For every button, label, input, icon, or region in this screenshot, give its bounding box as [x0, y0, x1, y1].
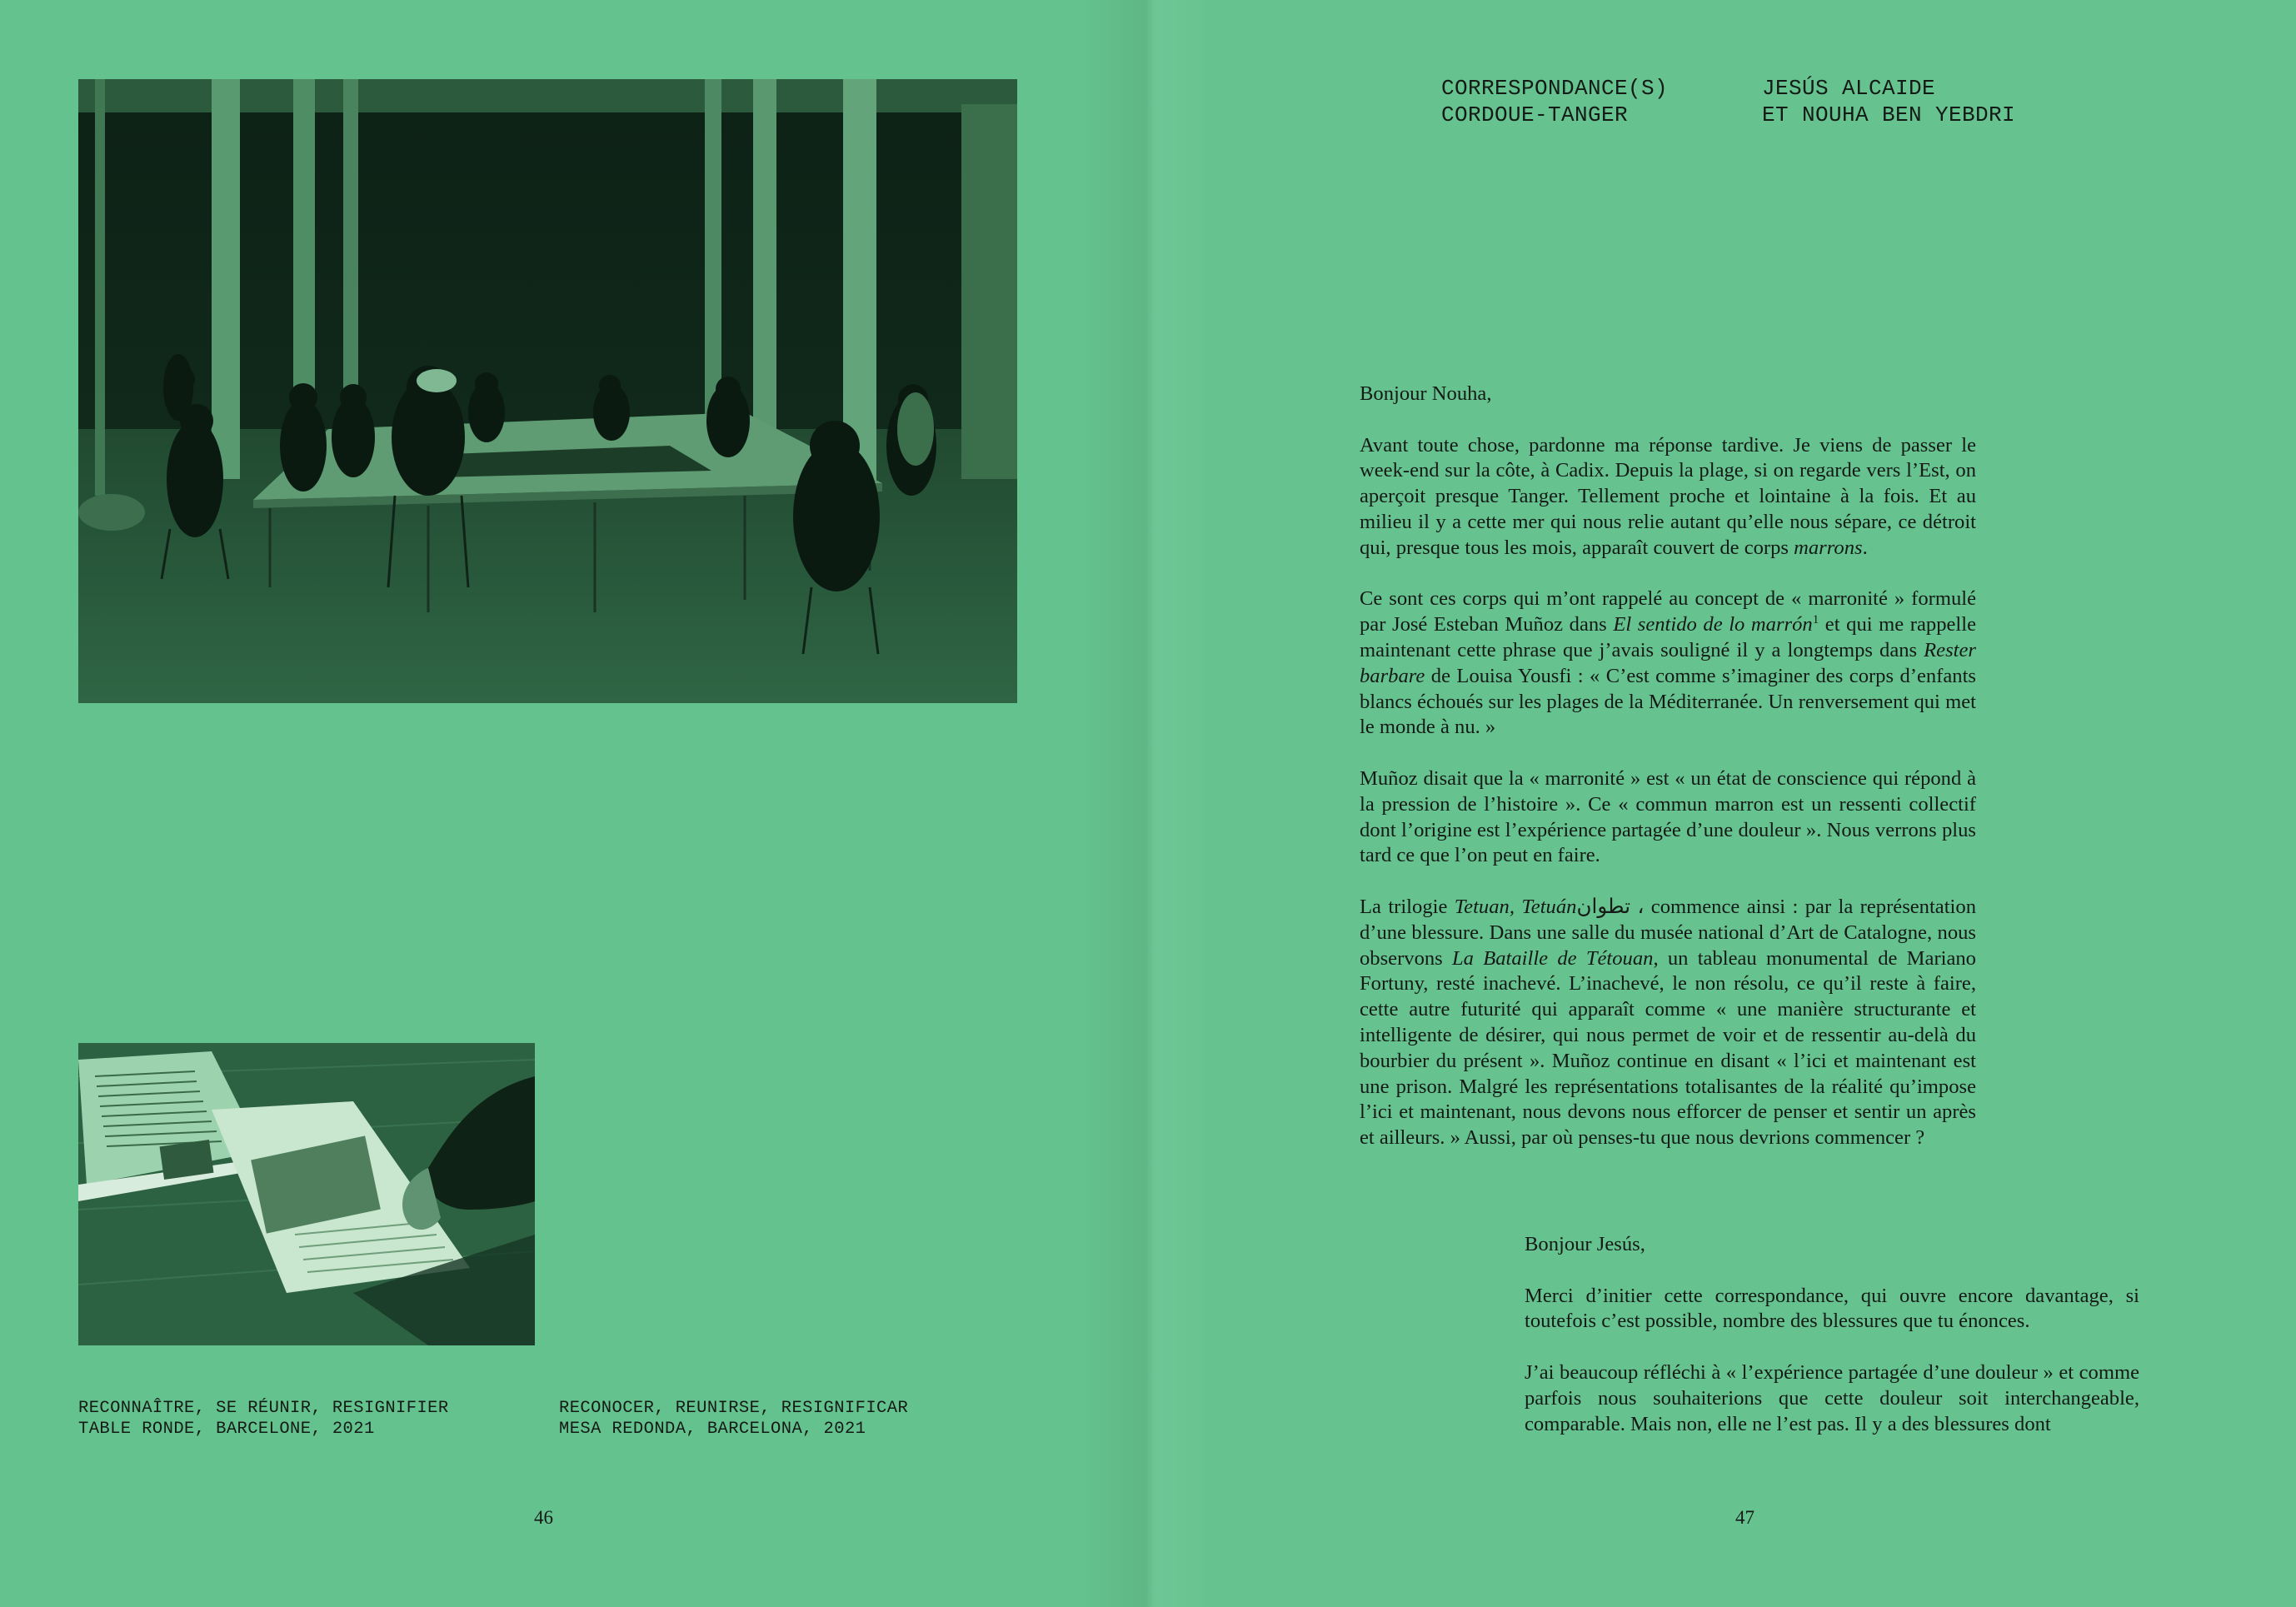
- running-header-title: [1441, 75, 1668, 128]
- running-header-authors: [1762, 75, 2015, 128]
- header-authors-line2: ET NOUHA BEN YEBDRI: [1762, 102, 2016, 127]
- header-authors-line1: JESÚS ALCAIDE: [1762, 76, 1936, 101]
- round-table-illustration: [78, 79, 1017, 703]
- page-number-right: 47: [1735, 1507, 1754, 1528]
- letter1-p2-text-a: Ce sont ces corps qui m’ont rappelé au concept de « marronité » formulé par José Esteban Muñoz dans: [1360, 587, 1976, 636]
- letter1-p4-italic-title2: La Bataille de Tétouan: [1452, 946, 1654, 970]
- caption-fr-line2: TABLE RONDE, BARCELONE, 2021: [78, 1420, 375, 1439]
- letter1-p4-arabic: ، تطوان: [1576, 895, 1645, 918]
- letter1-paragraph1: [1360, 433, 1976, 561]
- letter1-p2-text-b: et qui me rappelle maintenant cette phrase que j’avais souligné il y a longtemps dans: [1360, 613, 1976, 661]
- letter-from-nouha: [1525, 1232, 2139, 1463]
- letter1-p4-text-c: , un tableau monumental de Mariano Fortuny, resté inachevé. L’inachevé, le non résolu, ce qu’il reste à faire, cette autre futurité qui apparaît comme « une manière structurante et intelligente de désirer, qui nous permet de voir et de ressentir au-delà du bourbier du présent ». Muñoz continue en disant « l’ici et maintenant est une prison. Malgré les représentations totalisantes de la réalité qu’impose l’ici et maintenant, nous devons nous efforcer de penser et sentir un après et ailleurs. » Aussi, par où penses-tu que nous devrions commencer ?: [1360, 946, 1976, 1150]
- header-title-line1: CORRESPONDANCE(S): [1441, 76, 1669, 101]
- letter1-greeting: Bonjour Nouha,: [1360, 382, 1492, 405]
- letter1-paragraph4: [1360, 895, 1976, 1151]
- newspaper-photo: [78, 1043, 535, 1345]
- photo-caption-spanish: [559, 1398, 908, 1440]
- caption-fr-line1: RECONNAÎTRE, SE RÉUNIR, RESIGNIFIER: [78, 1399, 449, 1418]
- round-table-photo: [78, 79, 1017, 703]
- letter1-p4-italic-title1: Tetuan, Tetuán: [1454, 895, 1577, 918]
- letter1-p1-text-b: .: [1862, 536, 1868, 559]
- letter1-p2-text-c: de Louisa Yousfi : « C’est comme s’imaginer des corps d’enfants blancs échoués sur les plages de la Méditerranée. Un renversement qui met le monde à nu. »: [1360, 664, 1976, 739]
- letter-from-jesus: [1360, 382, 1976, 1177]
- letter1-paragraph2: [1360, 586, 1976, 741]
- book-gutter-shadow: [1083, 0, 1213, 1607]
- letter2-paragraph2: J’ai beaucoup réfléchi à « l’expérience partagée d’une douleur » et comme parfois nous souhaiterions que cette douleur soit interchangeable, comparable. Mais non, elle ne l’est pas. Il y a des blessures dont: [1525, 1360, 2139, 1435]
- page-number-left: 46: [534, 1507, 553, 1528]
- letter1-p1-italic: marrons: [1794, 536, 1863, 559]
- caption-es-line1: RECONOCER, REUNIRSE, RESIGNIFICAR: [559, 1399, 909, 1418]
- footnote-marker: 1: [1812, 612, 1819, 626]
- letter1-p2-italic-title2: Rester barbare: [1360, 638, 1976, 687]
- newspaper-illustration: [78, 1043, 535, 1345]
- letter2-greeting: Bonjour Jesús,: [1525, 1233, 1645, 1255]
- letter2-paragraph1: Merci d’initier cette correspondance, qui ouvre encore davantage, si toutefois c’est possible, nombre des blessures que tu énonces.: [1525, 1284, 2139, 1333]
- letter1-p2-italic-title1: El sentido de lo marrón: [1613, 613, 1813, 636]
- letter1-p4-text-b: commence ainsi : par la représentation d’une blessure. Dans une salle du musée national d’Art de Catalogne, nous observons: [1360, 895, 1976, 970]
- letter1-p1-text-a: Avant toute chose, pardonne ma réponse tardive. Je viens de passer le week-end sur la côte, à Cadix. Depuis la plage, si on regarde vers l’Est, on aperçoit presque Tanger. Tellement proche et lointaine à la fois. Et au milieu il y a cette mer qui nous relie autant qu’elle nous sépare, ce détroit qui, presque tous les mois, apparaît couvert de corps: [1360, 433, 1976, 559]
- letter1-paragraph3: Muñoz disait que la « marronité » est « un état de conscience qui répond à la pression de l’histoire ». Ce « commun marron est un ressenti collectif dont l’origine est l’expérience partagée d’une douleur ». Nous verrons plus tard ce que l’on peut en faire.: [1360, 766, 1976, 867]
- letter1-p4-text-a: La trilogie: [1360, 895, 1455, 918]
- caption-es-line2: MESA REDONDA, BARCELONA, 2021: [559, 1420, 866, 1439]
- photo-caption-french: [78, 1398, 449, 1440]
- header-title-line2: CORDOUE-TANGER: [1441, 102, 1629, 127]
